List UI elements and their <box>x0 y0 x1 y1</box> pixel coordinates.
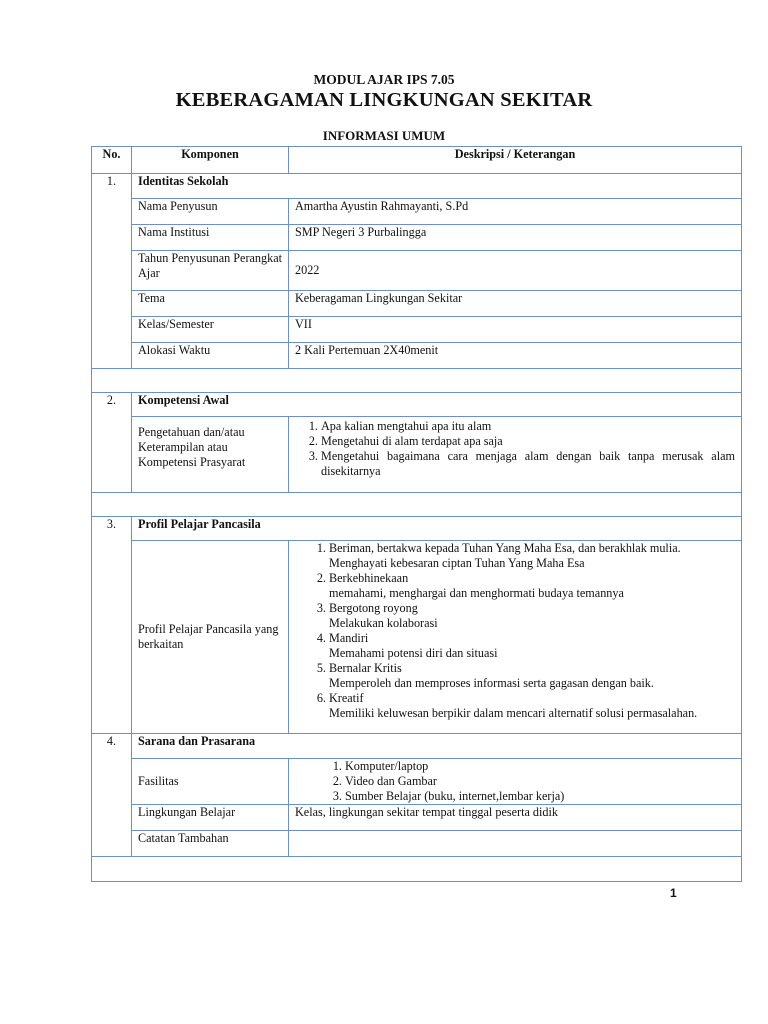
profile-desc: Menghayati kebesaran ciptan Tuhan Yang Maha Esa <box>329 556 585 570</box>
row-label: Catatan Tambahan <box>132 831 289 857</box>
module-title: KEBERAGAMAN LINGKUNGAN SEKITAR <box>175 89 593 111</box>
table-row <box>92 291 742 317</box>
section-title: INFORMASI UMUM <box>322 128 446 143</box>
profile-desc: Melakukan kolaborasi <box>329 616 438 630</box>
section-number: 1. <box>92 174 132 369</box>
profile-title: Beriman, bertakwa kepada Tuhan Yang Maha Esa, dan berakhlak mulia. <box>329 541 681 555</box>
spacer-row <box>92 857 742 882</box>
row-value: Amartha Ayustin Rahmayanti, S.Pd <box>289 199 742 225</box>
row-label: Nama Penyusun <box>132 199 289 225</box>
list-item: 1. Apa kalian mengtahui apa itu alam <box>321 419 735 434</box>
section-heading: Kompetensi Awal <box>132 393 742 417</box>
section-number: 2. <box>92 393 132 493</box>
profile-title: Bernalar Kritis <box>329 661 402 675</box>
section-row <box>92 393 742 417</box>
facility-list <box>295 759 735 804</box>
section-number: 4. <box>92 734 132 857</box>
profile-desc: memahami, menghargai dan menghormati budaya temannya <box>329 586 624 600</box>
info-table <box>91 146 742 882</box>
profile-title: Mandiri <box>329 631 369 645</box>
spacer-cell <box>92 493 742 517</box>
profile-desc: Memperoleh dan memproses informasi serta gagasan dengan baik. <box>329 676 654 690</box>
table-row <box>92 541 742 734</box>
section-heading: Sarana dan Prasarana <box>132 734 742 759</box>
row-value: 2 Kali Pertemuan 2X40menit <box>289 343 742 369</box>
list-item <box>329 661 735 691</box>
section-heading: Identitas Sekolah <box>132 174 742 199</box>
profile-title: Kreatif <box>329 691 364 705</box>
row-value: Kelas, lingkungan sekitar tempat tinggal peserta didik <box>289 805 742 831</box>
table-row <box>92 225 742 251</box>
profile-title: Berkebhinekaan <box>329 571 409 585</box>
list-item: 1. Komputer/laptop <box>345 759 735 774</box>
profile-list <box>295 541 735 721</box>
row-value: VII <box>289 317 742 343</box>
col-header-komponen: Komponen <box>132 147 289 174</box>
row-value <box>289 541 742 734</box>
competency-list <box>295 419 735 479</box>
profile-desc: Memahami potensi diri dan situasi <box>329 646 498 660</box>
row-value <box>289 417 742 493</box>
list-item <box>329 601 735 631</box>
list-item: 3. Mengetahui bagaimana cara menjaga alam dengan baik tanpa merusak alam disekitarnya <box>321 449 735 479</box>
row-value <box>289 759 742 805</box>
row-label: Alokasi Waktu <box>132 343 289 369</box>
spacer-row <box>92 369 742 393</box>
spacer-row <box>92 493 742 517</box>
row-label: Profil Pelajar Pancasila yang berkaitan <box>132 541 289 734</box>
section-number: 3. <box>92 517 132 734</box>
list-item <box>329 691 735 721</box>
list-item: 3. Sumber Belajar (buku, internet,lembar kerja) <box>345 789 735 804</box>
table-row <box>92 759 742 805</box>
section-heading: Profil Pelajar Pancasila <box>132 517 742 541</box>
module-code: MODUL AJAR IPS 7.05 <box>313 72 455 87</box>
row-label: Tahun Penyusunan Perangkat Ajar <box>132 251 289 291</box>
list-item <box>329 541 735 571</box>
section-row <box>92 734 742 759</box>
page-number: 1 <box>670 886 677 900</box>
row-value <box>289 831 742 857</box>
row-label: Lingkungan Belajar <box>132 805 289 831</box>
section-row <box>92 517 742 541</box>
list-item <box>329 631 735 661</box>
row-value: 2022 <box>289 251 742 291</box>
table-row <box>92 317 742 343</box>
table-row <box>92 831 742 857</box>
table-row <box>92 251 742 291</box>
row-value: Keberagaman Lingkungan Sekitar <box>289 291 742 317</box>
list-item: 2. Mengetahui di alam terdapat apa saja <box>321 434 735 449</box>
table-header-row <box>92 147 742 174</box>
profile-title: Bergotong royong <box>329 601 418 615</box>
profile-desc: Memiliki keluwesan berpikir dalam mencari alternatif solusi permasalahan. <box>329 706 698 720</box>
table-row <box>92 343 742 369</box>
table-row <box>92 417 742 493</box>
col-header-no: No. <box>92 147 132 174</box>
row-label: Nama Institusi <box>132 225 289 251</box>
table-row <box>92 199 742 225</box>
row-label: Kelas/Semester <box>132 317 289 343</box>
spacer-cell <box>92 369 742 393</box>
row-label: Fasilitas <box>132 759 289 805</box>
table-row <box>92 805 742 831</box>
row-label: Tema <box>132 291 289 317</box>
section-row <box>92 174 742 199</box>
list-item: 2. Video dan Gambar <box>345 774 735 789</box>
spacer-cell <box>92 857 742 882</box>
row-label: Pengetahuan dan/atau Keterampilan atau Kompetensi Prasyarat <box>132 417 289 493</box>
row-value: SMP Negeri 3 Purbalingga <box>289 225 742 251</box>
col-header-deskripsi: Deskripsi / Keterangan <box>289 147 742 174</box>
list-item <box>329 571 735 601</box>
